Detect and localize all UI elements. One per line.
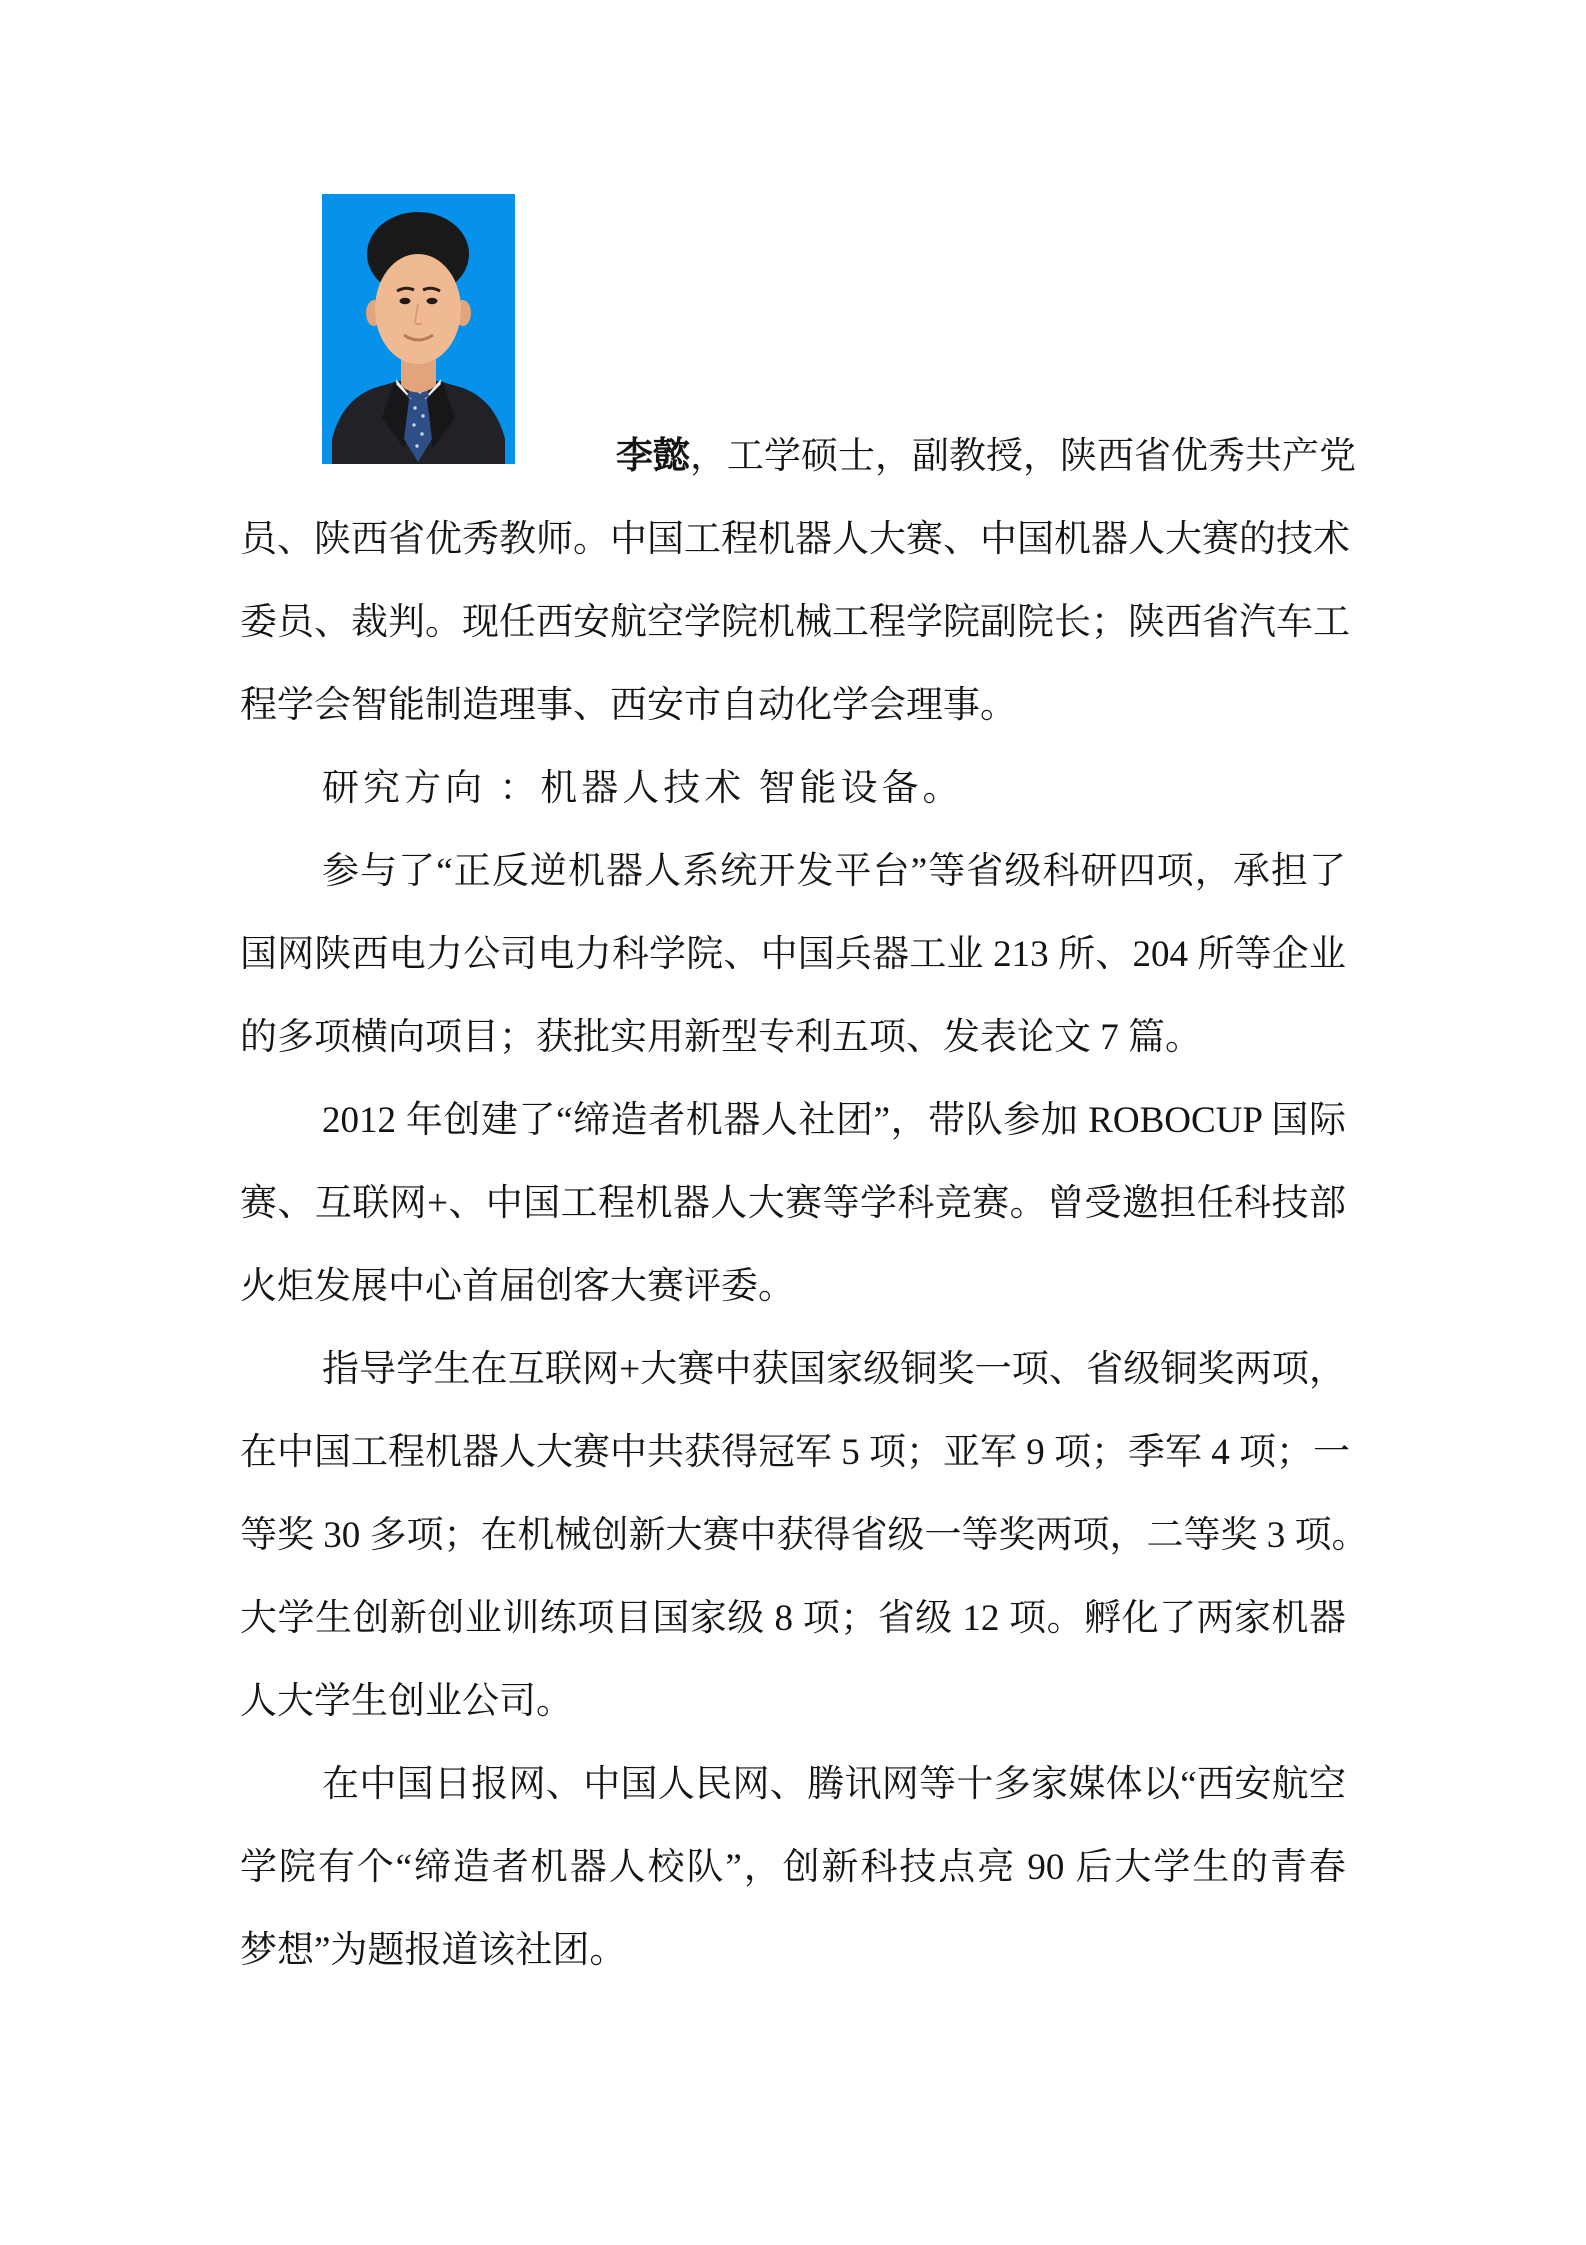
bio-first-line	[616, 437, 1356, 477]
bio-lines	[240, 498, 1369, 1992]
bio-line: 火炬发展中心首届创客大赛评委。	[240, 1266, 795, 1307]
bio-line: 赛、互联网+、中国工程机器人大赛等学科竞赛。曾受邀担任科技部	[240, 1183, 1346, 1224]
bio-line: 程学会智能制造理事、西安市自动化学会理事。	[240, 685, 1017, 726]
bio-line: 2012 年创建了“缔造者机器人社团”，带队参加 ROBOCUP 国际	[322, 1100, 1346, 1141]
bio-line: 梦想”为题报道该社团。	[240, 1930, 627, 1971]
bio-line: 研究方向 ：机器人技术 智能设备。	[322, 768, 964, 809]
person-name: 李懿	[616, 436, 690, 477]
bio-line: 等奖 30 多项；在机械创新大赛中获得省级一等奖两项，二等奖 3 项。	[240, 1515, 1369, 1556]
bio-line: 人大学生创业公司。	[240, 1681, 573, 1722]
eye-right	[427, 298, 438, 304]
bio-line: 大学生创新创业训练项目国家级 8 项；省级 12 项。孵化了两家机器	[240, 1598, 1346, 1639]
bio-line: 委员、裁判。现任西安航空学院机械工程学院副院长；陕西省汽车工	[240, 602, 1350, 643]
bio-line: 指导学生在互联网+大赛中获国家级铜奖一项、省级铜奖两项，	[322, 1349, 1346, 1390]
bio-line: 员、陕西省优秀教师。中国工程机器人大赛、中国机器人大赛的技术	[240, 519, 1350, 560]
bio-line: 参与了“正反逆机器人系统开发平台”等省级科研四项，承担了	[322, 851, 1346, 892]
bio-line: 国网陕西电力公司电力科学院、中国兵器工业 213 所、204 所等企业	[240, 934, 1346, 975]
eye-left	[400, 298, 411, 304]
bio-line: 的多项横向项目；获批实用新型专利五项、发表论文 7 篇。	[240, 1017, 1202, 1058]
bio-first-line-text: ，工学硕士，副教授，陕西省优秀共产党	[690, 436, 1356, 477]
bio-line: 学院有个“缔造者机器人校队”，创新科技点亮 90 后大学生的青春	[240, 1847, 1346, 1888]
bio-line: 在中国工程机器人大赛中共获得冠军 5 项；亚军 9 项；季军 4 项；一	[240, 1432, 1350, 1473]
bio-line: 在中国日报网、中国人民网、腾讯网等十多家媒体以“西安航空	[322, 1764, 1346, 1805]
portrait-photo	[322, 194, 515, 464]
